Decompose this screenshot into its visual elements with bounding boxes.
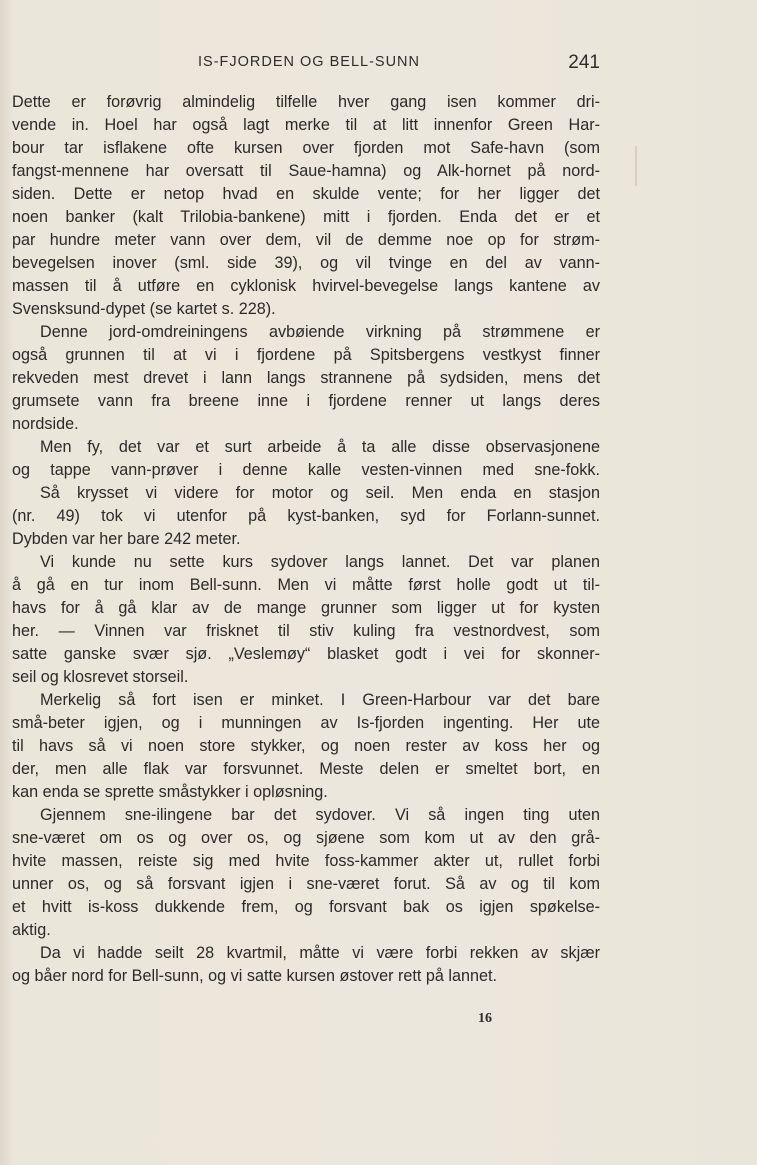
text-line: også grunnen til at vi i fjordene på Spitsbergens vestkyst finner (12, 346, 600, 364)
text-line: et hvitt is-koss dukkende frem, og forsvant bak os igjen spøkelse- (12, 898, 600, 916)
text-line: siden. Dette er netop hvad en skulde vente; for her ligger det (12, 185, 600, 203)
text-line: bevegelsen inover (sml. side 39), og vil tvinge en del av vann- (12, 254, 600, 272)
text-line: Da vi hadde seilt 28 kvartmil, måtte vi være forbi rekken av skjær (40, 944, 600, 962)
text-line: rekveden mest drevet i lann langs strannene på sydsiden, mens det (12, 369, 600, 387)
text-line: og båer nord for Bell-sunn, og vi satte kursen østover rett på lannet. (12, 967, 497, 985)
text-line: (nr. 49) tok vi utenfor på kyst-banken, syd for Forlann-sunnet. (12, 507, 600, 525)
text-line: der, men alle flak var forsvunnet. Meste delen er smeltet bort, en (12, 760, 600, 778)
text-line: Gjennem sne-ilingene bar det sydover. Vi så ingen ting uten (40, 806, 600, 824)
running-head: IS-FJORDEN OG BELL-SUNN (198, 54, 420, 70)
text-line: Denne jord-omdreiningens avbøiende virkning på strømmene er (40, 323, 600, 341)
text-line: noen banker (kalt Trilobia-bankene) mitt i fjorden. Enda det er et (12, 208, 600, 226)
text-line: Merkelig så fort isen er minket. I Green-Harbour var det bare (40, 691, 600, 709)
text-line: her. — Vinnen var frisknet til stiv kuling fra vestnordvest, som (12, 622, 600, 640)
text-line: unner os, og så forsvant igjen i sne-været forut. Så av og til kom (12, 875, 600, 893)
text-line: sne-været om os og over os, og sjøene som kom ut av den grå- (12, 829, 600, 847)
text-line: massen til å utføre en cyklonisk hvirvel-bevegelse langs kantene av (12, 277, 600, 295)
text-line: havs for å gå klar av de mange grunner som ligger ut for kysten (12, 599, 600, 617)
text-line: seil og klosrevet storseil. (12, 668, 189, 686)
text-line: Men fy, det var et surt arbeide å ta alle disse observasjonene (40, 438, 600, 456)
text-line: nordside. (12, 415, 79, 433)
text-line: fangst-mennene har oversatt til Saue-hamna) og Alk-hornet på nord- (12, 162, 600, 180)
page-header (12, 50, 602, 76)
text-line: små-beter igjen, og i munningen av Is-fjorden ingenting. Her ute (12, 714, 600, 732)
text-line: Dybden var her bare 242 meter. (12, 530, 241, 548)
text-line: satte ganske svær sjø. „Veslemøy“ blasket godt i vei for skonner- (12, 645, 600, 663)
text-line: hvite massen, reiste sig med hvite foss-kammer akter ut, rullet forbi (12, 852, 600, 870)
text-line: aktig. (12, 921, 51, 939)
text-line: Så krysset vi videre for motor og seil. Men enda en stasjon (40, 484, 600, 502)
text-line: Vi kunde nu sette kurs sydover langs lannet. Det var planen (40, 553, 600, 571)
page-blemish (635, 146, 637, 186)
text-line: og tappe vann-prøver i denne kalle vesten-vinnen med sne-fokk. (12, 461, 600, 479)
text-line: Svensksund-dypet (se kartet s. 228). (12, 300, 276, 318)
text-line: kan enda se sprette småstykker i opløsning. (12, 783, 328, 801)
signature-mark: 16 (478, 1011, 492, 1026)
text-line: til havs så vi noen store stykker, og noen rester av koss her og (12, 737, 600, 755)
text-line: Dette er forøvrig almindelig tilfelle hver gang isen kommer dri- (12, 93, 600, 111)
text-line: grumsete vann fra breene inne i fjordene renner ut langs deres (12, 392, 600, 410)
text-line: par hundre meter vann over dem, vil de demme noe op for strøm- (12, 231, 600, 249)
text-line: bour tar isflakene ofte kursen over fjorden mot Safe-havn (som (12, 139, 600, 157)
text-line: vende in. Hoel har også lagt merke til at litt innenfor Green Har- (12, 116, 600, 134)
text-line: å gå en tur inom Bell-sunn. Men vi måtte først holle godt ut til- (12, 576, 600, 594)
body-text (12, 91, 600, 988)
page-number: 241 (568, 52, 600, 73)
